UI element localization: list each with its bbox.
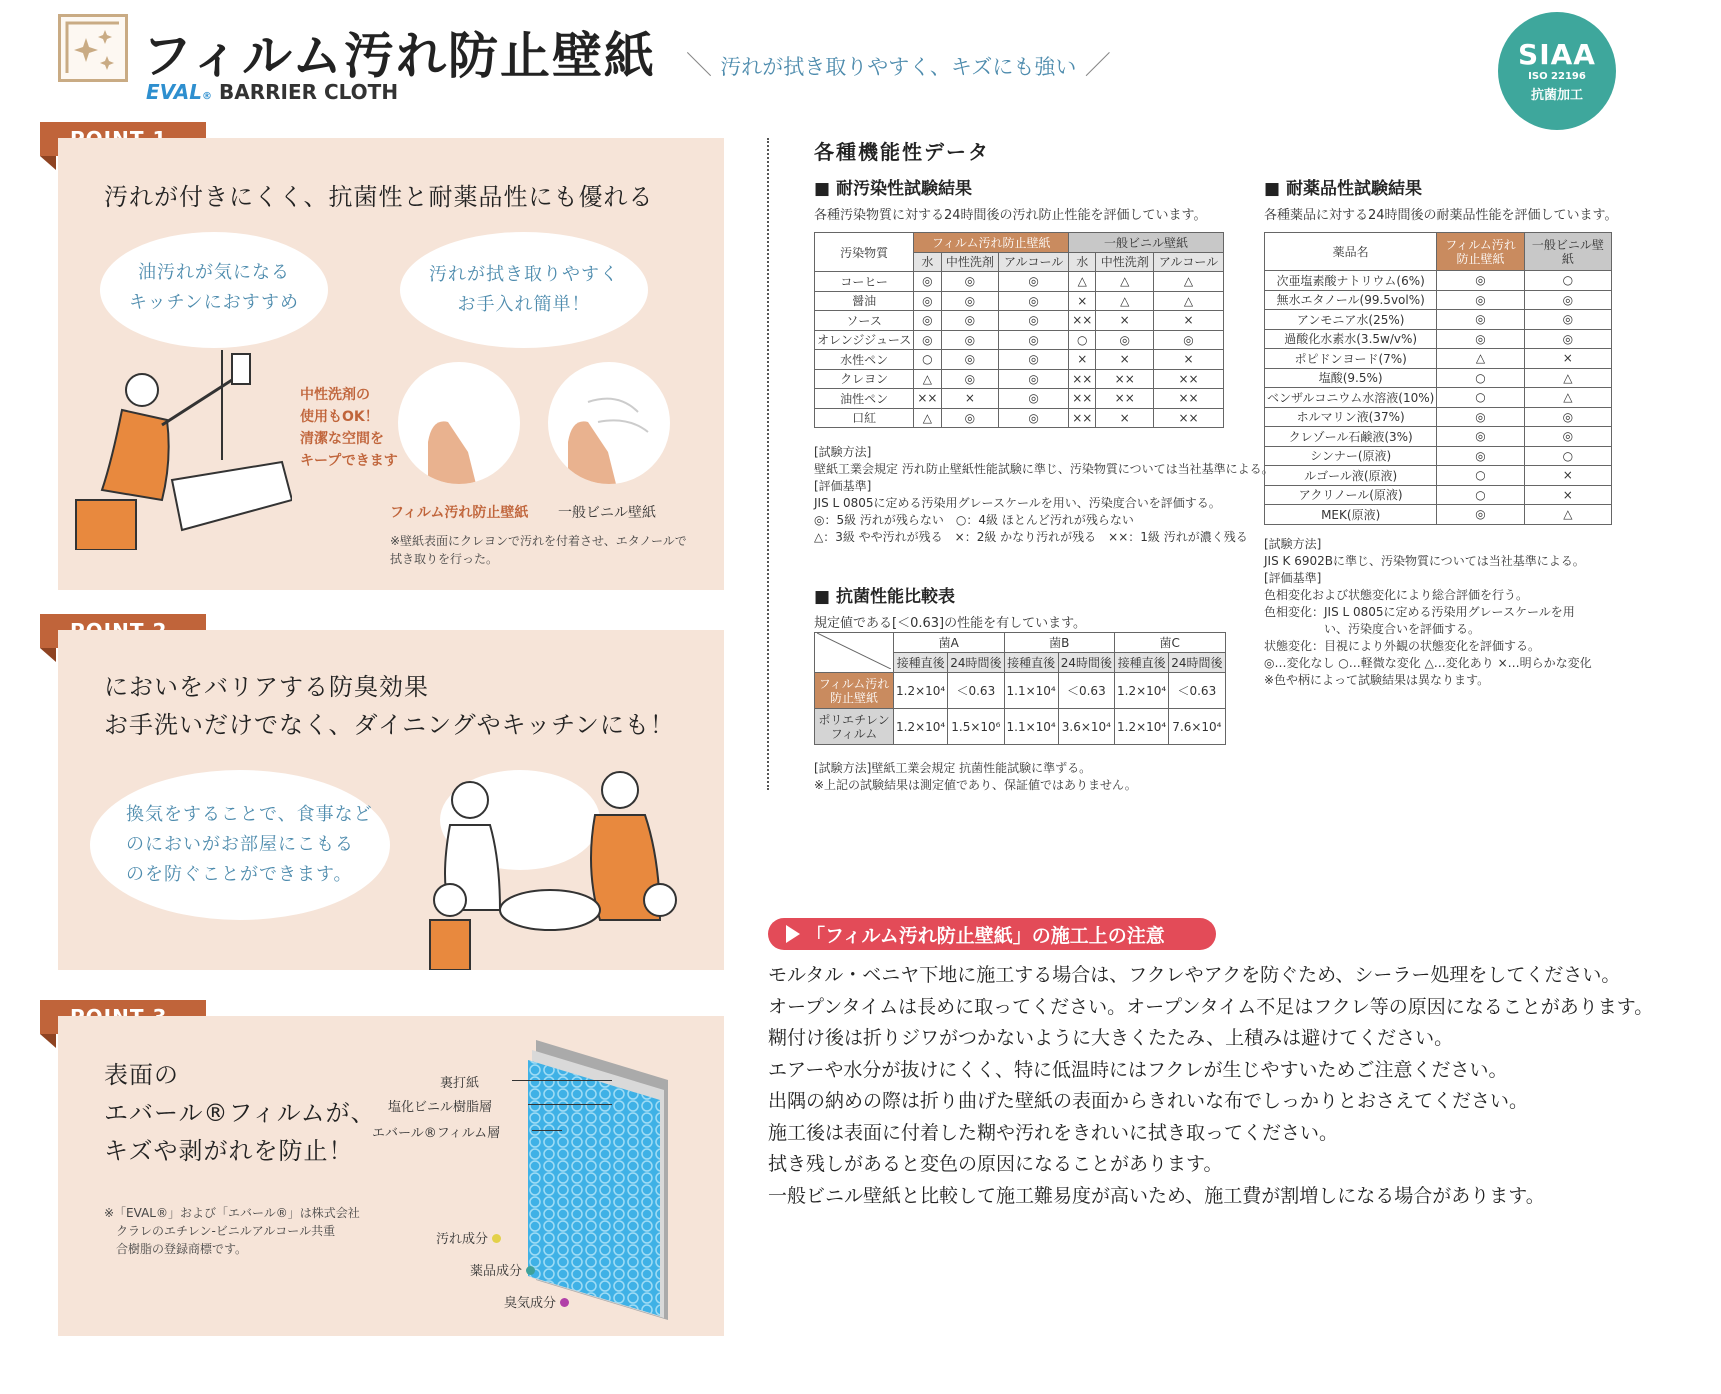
point3-title: 表面の エバール®フィルムが、 キズや剥がれを防止！ [104, 1061, 376, 1165]
table-cell: ◎ [1437, 505, 1524, 525]
table-cell: ◎ [914, 272, 941, 292]
col-header-film: フィルム汚れ防止壁紙 [1437, 233, 1524, 271]
stain-heading: ■ 耐汚染性試験結果 [814, 179, 972, 199]
point1-bubble-right: 汚れが拭き取りやすく お手入れ簡単！ [400, 232, 648, 348]
antibac-table [814, 632, 1226, 745]
table-row [1265, 388, 1612, 408]
row-label: 過酸化水素水(3.5w/v%) [1265, 329, 1437, 349]
row-label: ホルマリン液(37%) [1265, 407, 1437, 427]
table-cell: ○ [1437, 388, 1524, 408]
table-cell: ◎ [914, 311, 941, 331]
table-cell: ×× [914, 389, 941, 409]
table-cell: ◎ [999, 389, 1069, 409]
wall-sparkle-icon [58, 14, 128, 82]
layer-label-pvc-resin: 塩化ビニル樹脂層 [388, 1100, 493, 1115]
section-divider [767, 138, 769, 790]
stain-notes: [試験方法] 壁紙工業会規定 汚れ防止壁紙性能試験に準じ、汚染物質については当社基準による。 [評価基準] JIS L 0805に定める汚染用グレースケールを用い、汚染度合いを評価する。 ◎：5級 汚れが残らない ○：4級 ほとんど汚れが残らない △：3級 やや汚れが残る ×：2級 かなり汚れが残る ××：1級 汚れが濃く残る [814, 445, 1274, 544]
table-cell: ×× [1069, 408, 1096, 428]
table-cell: 1.2×10⁴ [894, 709, 948, 745]
table-cell: ◎ [999, 311, 1069, 331]
caution-line: 糊付け後は折りジワがつかないように大きくたたみ、上積みは避けてください。 [768, 1027, 1454, 1049]
table-row [1265, 485, 1612, 505]
table-cell: ×× [1154, 369, 1224, 389]
table-row [1265, 310, 1612, 330]
table-cell: △ [1154, 291, 1224, 311]
table-cell: ○ [1437, 485, 1524, 505]
row-label: ルゴール液(原液) [1265, 466, 1437, 486]
stain-subcol-header: 中性洗剤 [941, 252, 999, 272]
point1-title: 汚れが付きにくく、抗菌性と耐薬品性にも優れる [104, 183, 654, 211]
table-cell: ○ [1524, 271, 1611, 291]
table-cell: 1.2×10⁴ [1115, 709, 1169, 745]
table-cell: ◎ [941, 369, 999, 389]
table-cell: × [1069, 350, 1096, 370]
table-cell: ◎ [1524, 329, 1611, 349]
table-cell: ◎ [1437, 271, 1524, 291]
row-label: MEK(原液) [1265, 505, 1437, 525]
row-label: 無水エタノール(99.5vol%) [1265, 290, 1437, 310]
table-cell: ◎ [1437, 290, 1524, 310]
table-cell: × [941, 389, 999, 409]
vinyl-wall-photo [548, 362, 670, 484]
table-cell: △ [1096, 272, 1154, 292]
table-row [1265, 271, 1612, 291]
table-cell: △ [914, 369, 941, 389]
row-label: 油性ペン [815, 389, 914, 409]
row-label: 口紅 [815, 408, 914, 428]
table-cell: × [1524, 466, 1611, 486]
table-row [815, 369, 1224, 389]
label-vinyl-wall: 一般ビニル壁紙 [558, 505, 656, 521]
table-cell: 1.5×10⁶ [948, 709, 1004, 745]
table-cell: △ [1524, 505, 1611, 525]
table-cell: ×× [1069, 311, 1096, 331]
leader-line [512, 1080, 612, 1081]
table-cell: ◎ [914, 330, 941, 350]
table-cell: ＜0.63 [948, 673, 1004, 709]
table-cell: 1.1×10⁴ [1004, 673, 1058, 709]
table-cell: ○ [1437, 368, 1524, 388]
film-wall-photo [398, 362, 520, 484]
table-row [1265, 466, 1612, 486]
layer-label-eval-film: エバール®フィルム層 [372, 1126, 501, 1141]
chemical-desc: 各種薬品に対する24時間後の耐薬品性能を評価しています。 [1264, 208, 1618, 223]
table-cell: ×× [1096, 389, 1154, 409]
table-cell: ×× [1069, 389, 1096, 409]
table-cell: 3.6×10⁴ [1058, 709, 1114, 745]
table-cell: △ [914, 408, 941, 428]
chemical-table [1264, 232, 1612, 525]
table-row [815, 272, 1224, 292]
col-header-substance: 汚染物質 [815, 233, 914, 272]
table-cell: × [1096, 408, 1154, 428]
row-label: ポリエチレンフィルム [815, 709, 894, 745]
table-cell: 1.2×10⁴ [894, 673, 948, 709]
label-film-wall: フィルム汚れ防止壁紙 [390, 505, 529, 521]
stain-subcol-header: アルコール [1154, 252, 1224, 272]
point1-footnote: ※壁紙表面にクレヨンで汚れを付着させ、エタノールで 拭き取りを行った。 [390, 534, 687, 566]
row-label: 水性ペン [815, 350, 914, 370]
row-label: アンモニア水(25%) [1265, 310, 1437, 330]
table-cell: ◎ [1524, 290, 1611, 310]
table-cell: △ [1069, 272, 1096, 292]
table-cell: × [1524, 485, 1611, 505]
chemical-heading: ■ 耐薬品性試験結果 [1264, 179, 1422, 199]
chemical-notes: [試験方法] JIS K 6902Bに準じ、汚染物質については当社基準による。 [評価基準] 色相変化および状態変化により総合評価を行う。 色相変化：JIS L 0805に定める汚染用グレースケールを用 い、汚染度合いを評価する。 状態変化：目視により外観の状態変化を評価する。 ◎…変化なし ○…軽微な変化 △…変化あり ×…明らかな変化 ※色や柄によって試験結果は異なります。 [1264, 537, 1592, 687]
point1-side-note: 中性洗剤の 使用もOK！ 清潔な空間を キープできます [300, 387, 398, 469]
caution-line: オープンタイムは長めに取ってください。オープンタイム不足はフクレ等の原因になることがあります。 [768, 995, 1654, 1018]
table-cell: 1.2×10⁴ [1115, 673, 1169, 709]
row-label: ポピドンヨード(7%) [1265, 349, 1437, 369]
table-cell: ◎ [999, 350, 1069, 370]
table-cell: △ [1524, 388, 1611, 408]
point1-bubble-left: 油汚れが気になる キッチンにおすすめ [100, 232, 328, 348]
table-cell: × [1096, 350, 1154, 370]
page-title: フィルム汚れ防止壁紙 [142, 27, 656, 85]
table-row [815, 389, 1224, 409]
table-cell: ◎ [1524, 427, 1611, 447]
table-cell: ＜0.63 [1058, 673, 1114, 709]
table-cell: × [1154, 311, 1224, 331]
table-cell: △ [1096, 291, 1154, 311]
leader-line [528, 1104, 612, 1105]
table-cell: ×× [1154, 389, 1224, 409]
antibac-subcol-header: 接種直後 [894, 653, 948, 673]
table-row [815, 350, 1224, 370]
table-cell: △ [1437, 349, 1524, 369]
table-cell: 1.1×10⁴ [1004, 709, 1058, 745]
row-label: オレンジジュース [815, 330, 914, 350]
table-cell: ×× [1096, 369, 1154, 389]
table-row [1265, 446, 1612, 466]
caution-line: エアーや水分が抜けにくく、特に低温時にはフクレが生じやすいためご注意ください。 [768, 1058, 1508, 1081]
antibac-subcol-header: 24時間後 [1058, 653, 1114, 673]
group-header-bacteria-c: 菌C [1115, 633, 1226, 653]
play-triangle-icon [786, 925, 800, 943]
col-header-vinyl: 一般ビニル壁紙 [1524, 233, 1611, 271]
table-row [1265, 407, 1612, 427]
tagline: ＼ 汚れが拭き取りやすく、キズにも強い ／ [686, 51, 1111, 81]
stain-subcol-header: 水 [914, 252, 941, 272]
dining-family-illustration [410, 750, 710, 974]
caution-line: 拭き残しがあると変色の原因になることがあります。 [768, 1153, 1223, 1175]
table-cell: ◎ [999, 330, 1069, 350]
table-cell: × [1154, 350, 1224, 370]
row-label: ソース [815, 311, 914, 331]
table-cell: × [1096, 311, 1154, 331]
row-label: ベンザルコニウム水溶液(10%) [1265, 388, 1437, 408]
kitchen-illustration [72, 350, 292, 554]
table-cell: ◎ [1437, 427, 1524, 447]
stain-subcol-header: アルコール [999, 252, 1069, 272]
antibac-subcol-header: 接種直後 [1115, 653, 1169, 673]
table-cell: ○ [1069, 330, 1096, 350]
table-row [1265, 349, 1612, 369]
row-label: クレヨン [815, 369, 914, 389]
table-cell: ◎ [999, 291, 1069, 311]
caution-title: 「フィルム汚れ防止壁紙」の施工上の注意 [768, 918, 1216, 950]
antibac-corner [815, 633, 894, 673]
table-cell: × [1069, 291, 1096, 311]
odor-dot-icon [560, 1298, 569, 1307]
table-row [1265, 368, 1612, 388]
antibac-subcol-header: 24時間後 [948, 653, 1004, 673]
table-cell: ○ [1437, 466, 1524, 486]
caution-line: 出隅の納めの際は折り曲げた壁紙の表面からきれいな布でしっかりとおさえてください。 [768, 1090, 1529, 1112]
row-label: アクリノール(原液) [1265, 485, 1437, 505]
component-label-odor: 臭気成分 [504, 1292, 569, 1311]
stain-subcol-header: 中性洗剤 [1096, 252, 1154, 272]
point3-footnote: ※「EVAL®」および「エバール®」は株式会社 クラレのエチレン-ビニルアルコール共重 合樹脂の登録商標です。 [104, 1206, 360, 1256]
group-header-film: フィルム汚れ防止壁紙 [914, 233, 1069, 253]
caution-line: 一般ビニル壁紙と比較して施工難易度が高いため、施工費が割増しになる場合があります。 [768, 1184, 1545, 1207]
table-row [815, 330, 1224, 350]
stain-subcol-header: 水 [1069, 252, 1096, 272]
point2-bubble: 換気をすることで、食事など のにおいがお部屋にこもる のを防ぐことができます。 [90, 770, 390, 920]
group-header-bacteria-a: 菌A [894, 633, 1005, 653]
row-label: シンナー(原液) [1265, 446, 1437, 466]
point2-title: においをバリアする防臭効果 お手洗いだけでなく、ダイニングやキッチンにも！ [104, 673, 675, 739]
table-cell: ◎ [1437, 310, 1524, 330]
table-cell: ◎ [941, 408, 999, 428]
table-row [1265, 427, 1612, 447]
table-cell: ◎ [1437, 446, 1524, 466]
table-cell: ◎ [1096, 330, 1154, 350]
antibac-subcol-header: 24時間後 [1169, 653, 1225, 673]
table-cell: ○ [914, 350, 941, 370]
table-row [1265, 505, 1612, 525]
table-cell: ＜0.63 [1169, 673, 1225, 709]
table-cell: ◎ [1524, 310, 1611, 330]
table-cell: △ [1524, 368, 1611, 388]
table-cell: ×× [1154, 408, 1224, 428]
table-cell: 7.6×10⁴ [1169, 709, 1225, 745]
row-label: 醤油 [815, 291, 914, 311]
stain-table [814, 232, 1224, 428]
table-cell: × [1524, 349, 1611, 369]
table-cell: ◎ [941, 350, 999, 370]
row-label: フィルム汚れ防止壁紙 [815, 673, 894, 709]
antibac-desc: 規定値である[＜0.63]の性能を有しています。 [814, 616, 1087, 631]
antibac-heading: ■ 抗菌性能比較表 [814, 587, 955, 607]
caution-line: モルタル・ベニヤ下地に施工する場合は、フクレやアクを防ぐため、シーラー処理をしてください。 [768, 964, 1621, 986]
brand-logo: EVAL® BARRIER CLOTH [146, 80, 399, 104]
table-cell: ◎ [1437, 407, 1524, 427]
table-row [1265, 329, 1612, 349]
table-cell: ◎ [999, 272, 1069, 292]
table-cell: ×× [1069, 369, 1096, 389]
layer-label-backing-paper: 裏打紙 [440, 1076, 480, 1091]
table-cell: ◎ [941, 311, 999, 331]
siaa-badge: SIAA ISO 22196 抗菌加工 [1498, 12, 1616, 130]
antibac-notes: [試験方法]壁紙工業会規定 抗菌性能試験に準ずる。 ※上記の試験結果は測定値であり、保証値ではありません。 [814, 761, 1137, 792]
group-header-vinyl: 一般ビニル壁紙 [1069, 233, 1224, 253]
leader-line [532, 1130, 562, 1131]
table-row [815, 709, 1226, 745]
caution-line: 施工後は表面に付着した糊や汚れをきれいに拭き取ってください。 [768, 1121, 1339, 1144]
table-cell: ◎ [999, 369, 1069, 389]
group-header-bacteria-b: 菌B [1004, 633, 1115, 653]
component-label-chemical: 薬品成分 [470, 1260, 535, 1279]
row-label: コーヒー [815, 272, 914, 292]
row-label: 次亜塩素酸ナトリウム(6%) [1265, 271, 1437, 291]
table-row [815, 408, 1224, 428]
data-section-title: 各種機能性データ [814, 140, 990, 164]
row-label: 塩酸(9.5%) [1265, 368, 1437, 388]
table-cell: ◎ [914, 291, 941, 311]
table-cell: ◎ [1154, 330, 1224, 350]
table-row [815, 291, 1224, 311]
table-cell: △ [1154, 272, 1224, 292]
col-header-chemical: 薬品名 [1265, 233, 1437, 271]
table-cell: ◎ [1524, 407, 1611, 427]
table-cell: ◎ [941, 291, 999, 311]
dirt-dot-icon [492, 1234, 501, 1243]
table-row [815, 673, 1226, 709]
table-cell: ◎ [999, 408, 1069, 428]
table-row [1265, 290, 1612, 310]
table-cell: ○ [1524, 446, 1611, 466]
stain-desc: 各種汚染物質に対する24時間後の汚れ防止性能を評価しています。 [814, 208, 1207, 223]
chemical-dot-icon [526, 1266, 535, 1275]
table-row [815, 311, 1224, 331]
table-cell: ◎ [1437, 329, 1524, 349]
wallpaper-layer-diagram [528, 1040, 688, 1324]
antibac-subcol-header: 接種直後 [1004, 653, 1058, 673]
table-cell: ◎ [941, 272, 999, 292]
component-label-dirt: 汚れ成分 [436, 1228, 501, 1247]
table-cell: ◎ [941, 330, 999, 350]
row-label: クレゾール石鹸液(3%) [1265, 427, 1437, 447]
